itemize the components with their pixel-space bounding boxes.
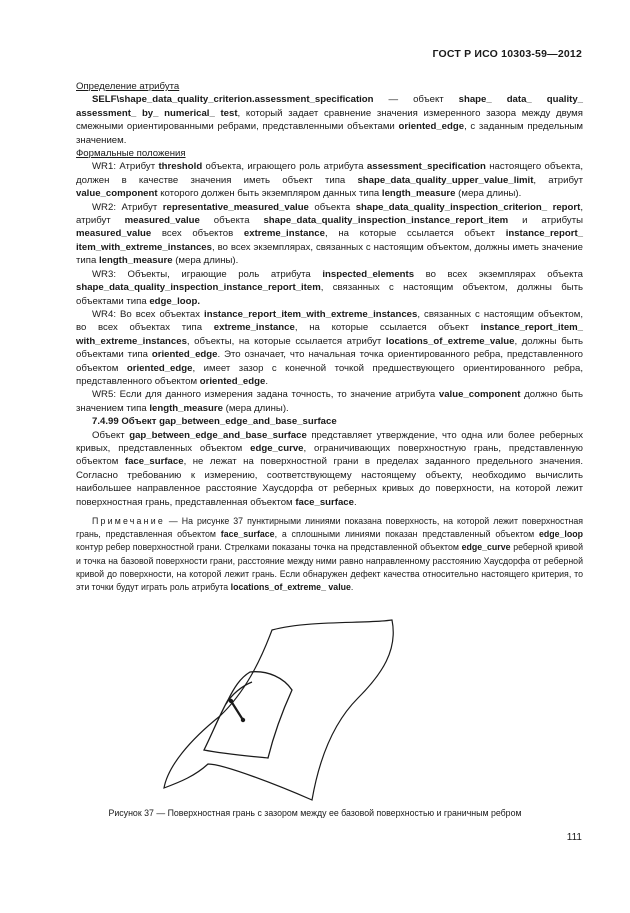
text-run: всех объектов bbox=[151, 228, 244, 240]
bold-term: face_surface bbox=[220, 529, 275, 540]
text-run: Примечание bbox=[92, 516, 165, 526]
point-on-edge-curve bbox=[229, 699, 233, 703]
text-run: . bbox=[350, 582, 354, 593]
text-run: (мера длины). bbox=[455, 188, 522, 200]
bold-term: extreme_instance bbox=[243, 228, 325, 240]
bold-term: length_measure bbox=[149, 402, 223, 414]
base-surface-outline bbox=[164, 620, 393, 800]
bold-term: oriented_edge bbox=[199, 375, 266, 387]
bold-term: face_surface bbox=[295, 496, 354, 508]
bold-term: shape_data_quality_inspection_criterion_ report bbox=[355, 201, 581, 213]
text-run: , на которые ссылается объект bbox=[294, 322, 481, 334]
bold-term: shape_data_quality_inspection_instance_report_item bbox=[76, 282, 321, 294]
hausdorff-distance-arrow bbox=[231, 701, 243, 720]
text-run: контур ребер поверхностной грани. Стрелками показаны точка на представленной объектом bbox=[76, 542, 462, 553]
paragraph bbox=[76, 429, 583, 509]
text-run: , а сплошными линиями показан представленный объектом bbox=[274, 529, 539, 540]
text-run: . Это означает, что начальная точка ориентированного ребра, представленного объектом bbox=[76, 349, 583, 374]
text-run: WR3: Объекты, играющие роль атрибута bbox=[92, 268, 323, 280]
text-run: объекта, играющего роль атрибута bbox=[202, 161, 367, 173]
bold-term: oriented_edge bbox=[126, 362, 193, 374]
bold-term: value_component bbox=[76, 188, 158, 200]
text-run: (мера длины). bbox=[172, 255, 239, 267]
text-run: , атрибут bbox=[76, 201, 583, 227]
bold-term: edge_loop. bbox=[149, 295, 200, 307]
bold-term: measured_value bbox=[124, 215, 200, 227]
text-run: WR1: Атрибут bbox=[92, 161, 159, 173]
document-body bbox=[76, 80, 583, 594]
bold-term: edge_loop bbox=[539, 529, 583, 540]
paragraph bbox=[76, 308, 583, 388]
text-run: Объект bbox=[92, 429, 130, 441]
text-run: , должны быть объектами типа bbox=[76, 335, 584, 361]
bold-term: length_measure bbox=[381, 188, 456, 200]
text-run: реберной кривой и точка на базовой поверхности грани, расстояние между ними равно направленному расстоянию Хаусдорфа от реберной кривой до поверхности, на которой лежит грань. Если обнаружен дефект качества относительно настоящего критерия, то эти точки будут играть роль атрибута bbox=[76, 542, 583, 593]
page-number: 111 bbox=[566, 832, 582, 843]
text-run: , во всех экземплярах, связанных с настоящим объектом, должны иметь значение типа bbox=[76, 241, 583, 267]
text-run: (мера длины). bbox=[222, 402, 289, 414]
text-run: должно быть значением типа bbox=[76, 389, 583, 414]
figure-caption: Рисунок 37 — Поверхностная грань с зазором между ее базовой поверхностью и граничным ребром bbox=[108, 808, 522, 818]
text-run: WR5: Если для данного измерения задана точность, то значение атрибута bbox=[92, 389, 439, 401]
bold-term: oriented_edge bbox=[398, 121, 465, 133]
bold-term: locations_of_extreme_ value bbox=[230, 582, 351, 593]
paragraph bbox=[76, 147, 583, 160]
bold-term: face_surface bbox=[124, 456, 184, 468]
text-run: . bbox=[265, 375, 268, 387]
text-run: WR2: Атрибут bbox=[92, 201, 163, 213]
edge-loop-outline bbox=[204, 672, 292, 758]
text-run: которого должен быть экземпляром данных типа bbox=[157, 188, 382, 200]
text-run: WR4: Во всех объектах bbox=[92, 308, 205, 320]
text-run: Формальные положения bbox=[76, 148, 186, 160]
bold-term: shape_ data_ quality_ assessment_ by_ numerical_ test bbox=[76, 94, 583, 119]
bold-term: measured_value bbox=[76, 228, 152, 240]
bold-term: value_component bbox=[438, 389, 521, 401]
text-run: , ограничивающих поверхностную грань, представленную объектом bbox=[76, 442, 583, 468]
point-on-surface bbox=[241, 718, 245, 722]
paragraph bbox=[76, 201, 583, 268]
bold-term: length_measure bbox=[98, 255, 173, 267]
paragraph bbox=[76, 388, 583, 415]
paragraph bbox=[76, 415, 583, 428]
bold-term: instance_report_item_ with_extreme_instances bbox=[76, 322, 584, 347]
text-run: , имеет зазор с конечной точкой предшествующего ориентированного ребра, представленного объектом bbox=[76, 362, 583, 387]
bold-term: assessment_specification bbox=[366, 161, 486, 173]
paragraph bbox=[76, 80, 583, 93]
text-run: — На рисунке 37 пунктирными линиями показана поверхность, на которой лежит поверхностная грань, представленная объектом bbox=[76, 516, 583, 540]
text-run: объекта bbox=[199, 215, 264, 227]
text-run: , связанных с настоящим объектом, во всех объектах типа bbox=[76, 308, 583, 334]
bold-term: extreme_instance bbox=[213, 322, 295, 334]
text-run: настоящего объекта, должен в качестве значения иметь объект типа bbox=[76, 161, 583, 186]
paragraph bbox=[76, 268, 583, 308]
paragraph bbox=[76, 515, 583, 594]
text-run: , атрибут bbox=[533, 174, 583, 186]
bold-term: instance_report_ item_with_extreme_instances bbox=[76, 228, 583, 253]
paragraph bbox=[76, 160, 583, 200]
text-run: во всех экземплярах объекта bbox=[414, 268, 584, 280]
text-run: и атрибуты bbox=[508, 215, 584, 227]
bold-term: shape_data_quality_inspection_instance_report_item bbox=[263, 215, 509, 227]
bold-term: shape_data_quality_upper_value_limit bbox=[357, 174, 534, 186]
text-run: Определение атрибута bbox=[76, 81, 180, 92]
figure-37-diagram bbox=[150, 616, 470, 806]
bold-term: representative_measured_value bbox=[162, 201, 309, 213]
text-run: , на которые ссылается объект bbox=[324, 228, 506, 240]
bold-term: instance_report_item_with_extreme_instances bbox=[204, 308, 418, 320]
bold-term: 7.4.99 Объект gap_between_edge_and_base_surface bbox=[92, 416, 337, 428]
text-run: объекта bbox=[308, 201, 356, 213]
paragraph bbox=[76, 93, 583, 147]
bold-term: locations_of_extreme_value bbox=[385, 335, 515, 347]
bold-term: edge_curve bbox=[461, 542, 511, 553]
text-run: , который задает сравнение значения измеренного зазора между двумя смежными ориентированными ребрами, представленными объектами bbox=[76, 107, 583, 133]
text-run: представляет утверждение, что одна или более реберных кривых, представленных объектом bbox=[76, 429, 583, 454]
bold-term: inspected_elements bbox=[322, 268, 415, 280]
text-run: — объект bbox=[373, 94, 459, 106]
bold-term: gap_between_edge_and_base_surface bbox=[129, 429, 307, 441]
bold-term: SELF\shape_data_quality_criterion.assessment_specification bbox=[92, 94, 374, 106]
text-run: , связанных с настоящим объектом, должны быть объектами типа bbox=[76, 282, 583, 307]
text-run: , объекты, на которые ссылается атрибут bbox=[186, 335, 386, 347]
bold-term: threshold bbox=[158, 161, 203, 173]
bold-term: oriented_edge bbox=[151, 349, 218, 361]
document-header: ГОСТ Р ИСО 10303-59—2012 bbox=[432, 48, 582, 60]
text-run: , с заданным предельным значением. bbox=[76, 121, 583, 146]
bold-term: edge_curve bbox=[250, 442, 304, 454]
text-run: , не лежат на поверхностной грани в пределах заданного предельного значения. Согласно требованию к измерению, соответствующему настоящему объекту, необходимо вычислить наибольшее направленное расстояние Хаусдорфа от реберных кривых до поверхности, на которой лежит поверхностная грань, представленная объектом bbox=[76, 456, 583, 508]
text-run: . bbox=[353, 496, 357, 508]
